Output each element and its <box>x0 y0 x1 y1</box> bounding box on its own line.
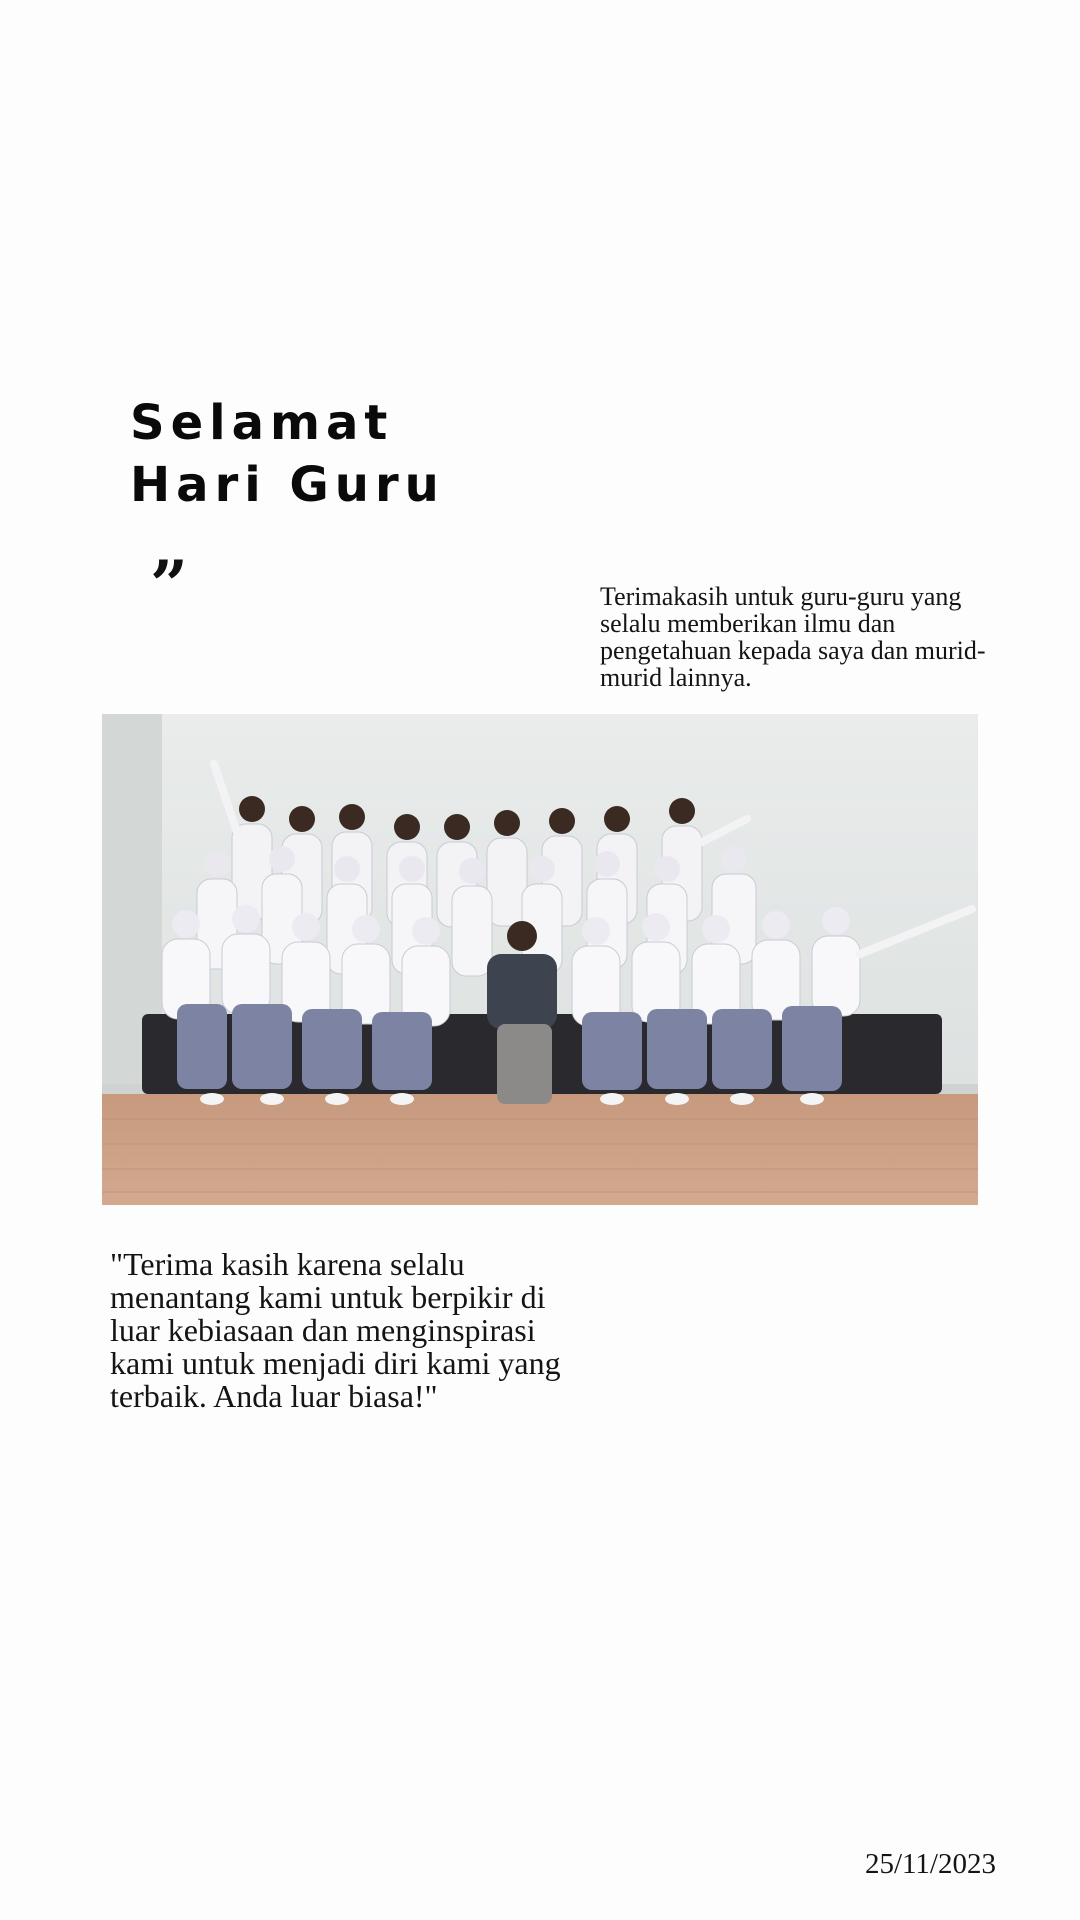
title-line-2: Hari Guru <box>130 457 445 513</box>
date-label: 25/11/2023 <box>864 1848 996 1880</box>
teacher-quote: "Terima kasih karena selalu menantang kami untuk berpikir di luar kebiasaan dan menginspirasi kami untuk menjadi diri kami yang terbaik. Anda luar biasa!" <box>110 1246 561 1414</box>
group-photo <box>102 714 978 1205</box>
page-title <box>130 392 445 516</box>
title-line-1: Selamat <box>130 395 394 451</box>
quote-mark-icon: ” <box>150 546 188 624</box>
thanks-message: Terimakasih untuk guru-guru yang selalu memberikan ilmu dan pengetahuan kepada saya dan murid-murid lainnya. <box>600 582 986 692</box>
